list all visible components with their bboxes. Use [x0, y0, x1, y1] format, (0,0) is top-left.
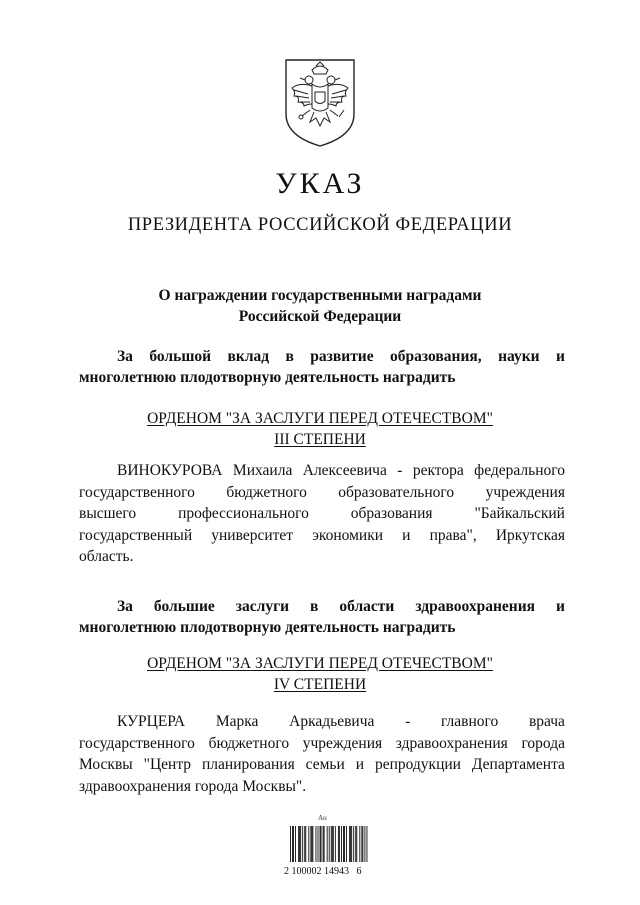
justified-line [79, 754, 565, 776]
justified-line [79, 482, 565, 504]
word: Москвы [79, 756, 133, 773]
word: федерального [474, 462, 565, 479]
document-title: УКАЗ [275, 167, 365, 200]
order-title-2 [0, 653, 640, 695]
coat-of-arms-icon [282, 56, 358, 148]
word: "Центр [143, 756, 192, 773]
word: семьи [305, 756, 345, 773]
justified-line [79, 460, 565, 482]
word: развитие [310, 348, 374, 365]
word: КУРЦЕРА [117, 713, 186, 730]
word: ВИНОКУРОВА [117, 462, 223, 479]
heading-line: Российской Федерации [238, 308, 402, 325]
order-name: ОРДЕНОМ "ЗА ЗАСЛУГИ ПЕРЕД ОТЕЧЕСТВОМ" [147, 410, 493, 427]
word: здравоохранения [415, 598, 536, 615]
justified-line [79, 711, 565, 733]
word: и [556, 598, 565, 615]
justified-line [79, 346, 565, 367]
word: образовательного [338, 483, 455, 501]
word: врача [528, 713, 565, 730]
barcode-number: 2 100002 14943 6 [284, 866, 362, 877]
word: За [117, 598, 133, 615]
justified-line [79, 525, 565, 547]
barcode-icon [289, 826, 369, 864]
word: - [405, 713, 411, 730]
word: За [117, 348, 133, 365]
word: Аркадьевича [289, 713, 375, 730]
awardee-paragraph-2 [79, 711, 565, 797]
order-name: ОРДЕНОМ "ЗА ЗАСЛУГИ ПЕРЕД ОТЕЧЕСТВОМ" [147, 655, 493, 672]
word: большие [153, 598, 215, 615]
word: Иркутская [495, 526, 565, 544]
text-line: здравоохранения города Москвы". [79, 777, 307, 795]
word: вклад [227, 348, 270, 365]
word: в [285, 348, 294, 365]
document-subtitle: ПРЕЗИДЕНТА РОССИЙСКОЙ ФЕДЕРАЦИИ [127, 215, 513, 235]
word: области [339, 598, 395, 615]
word: города [521, 734, 565, 752]
word: государственного [79, 734, 195, 752]
word: Алексеевича [302, 462, 387, 479]
word: образования [350, 505, 433, 522]
text-line: многолетнюю плодотворную деятельность наградить [79, 619, 456, 636]
word: в [310, 598, 319, 615]
grant-statement-1 [79, 346, 565, 388]
word: Департамента [471, 756, 565, 773]
word: "Байкальский [474, 505, 565, 522]
word: и [402, 526, 411, 544]
word: Михаила [232, 462, 293, 479]
word: здравоохранения [395, 734, 508, 752]
word: ректора [412, 462, 464, 479]
word: - [397, 462, 403, 479]
word: большой [149, 348, 212, 365]
word: экономики [312, 526, 384, 544]
word: главного [440, 713, 499, 730]
signature-mark: Ан [318, 814, 327, 822]
word: и [555, 348, 565, 365]
word: учреждения [485, 483, 565, 501]
word: бюджетного [226, 483, 307, 501]
awardee-paragraph-1 [79, 460, 565, 568]
order-degree: IV СТЕПЕНИ [273, 676, 367, 693]
word: науки [498, 348, 540, 365]
word: образования, [390, 348, 482, 365]
word: высшего [79, 505, 137, 522]
word: государственный [79, 526, 193, 544]
word: права", [429, 526, 477, 544]
word: университет [211, 526, 294, 544]
heading-line: О награждении государственными наградами [158, 287, 482, 304]
justified-line [79, 596, 565, 617]
word: профессионального [178, 505, 309, 522]
text-line: многолетнюю плодотворную деятельность наградить [79, 369, 456, 386]
word: учреждения [302, 734, 383, 752]
word: заслуги [235, 598, 290, 615]
justified-line [79, 733, 565, 755]
word: бюджетного [208, 734, 290, 752]
word: государственного [79, 483, 195, 501]
word: и [355, 756, 364, 773]
justified-line [79, 503, 565, 525]
word: Марка [215, 713, 259, 730]
word: репродукции [374, 756, 461, 773]
order-title-1 [0, 408, 640, 450]
word: планирования [201, 756, 295, 773]
grant-statement-2 [79, 596, 565, 638]
order-degree: III СТЕПЕНИ [274, 431, 366, 448]
decree-heading [0, 285, 640, 327]
text-line: область. [79, 548, 134, 565]
